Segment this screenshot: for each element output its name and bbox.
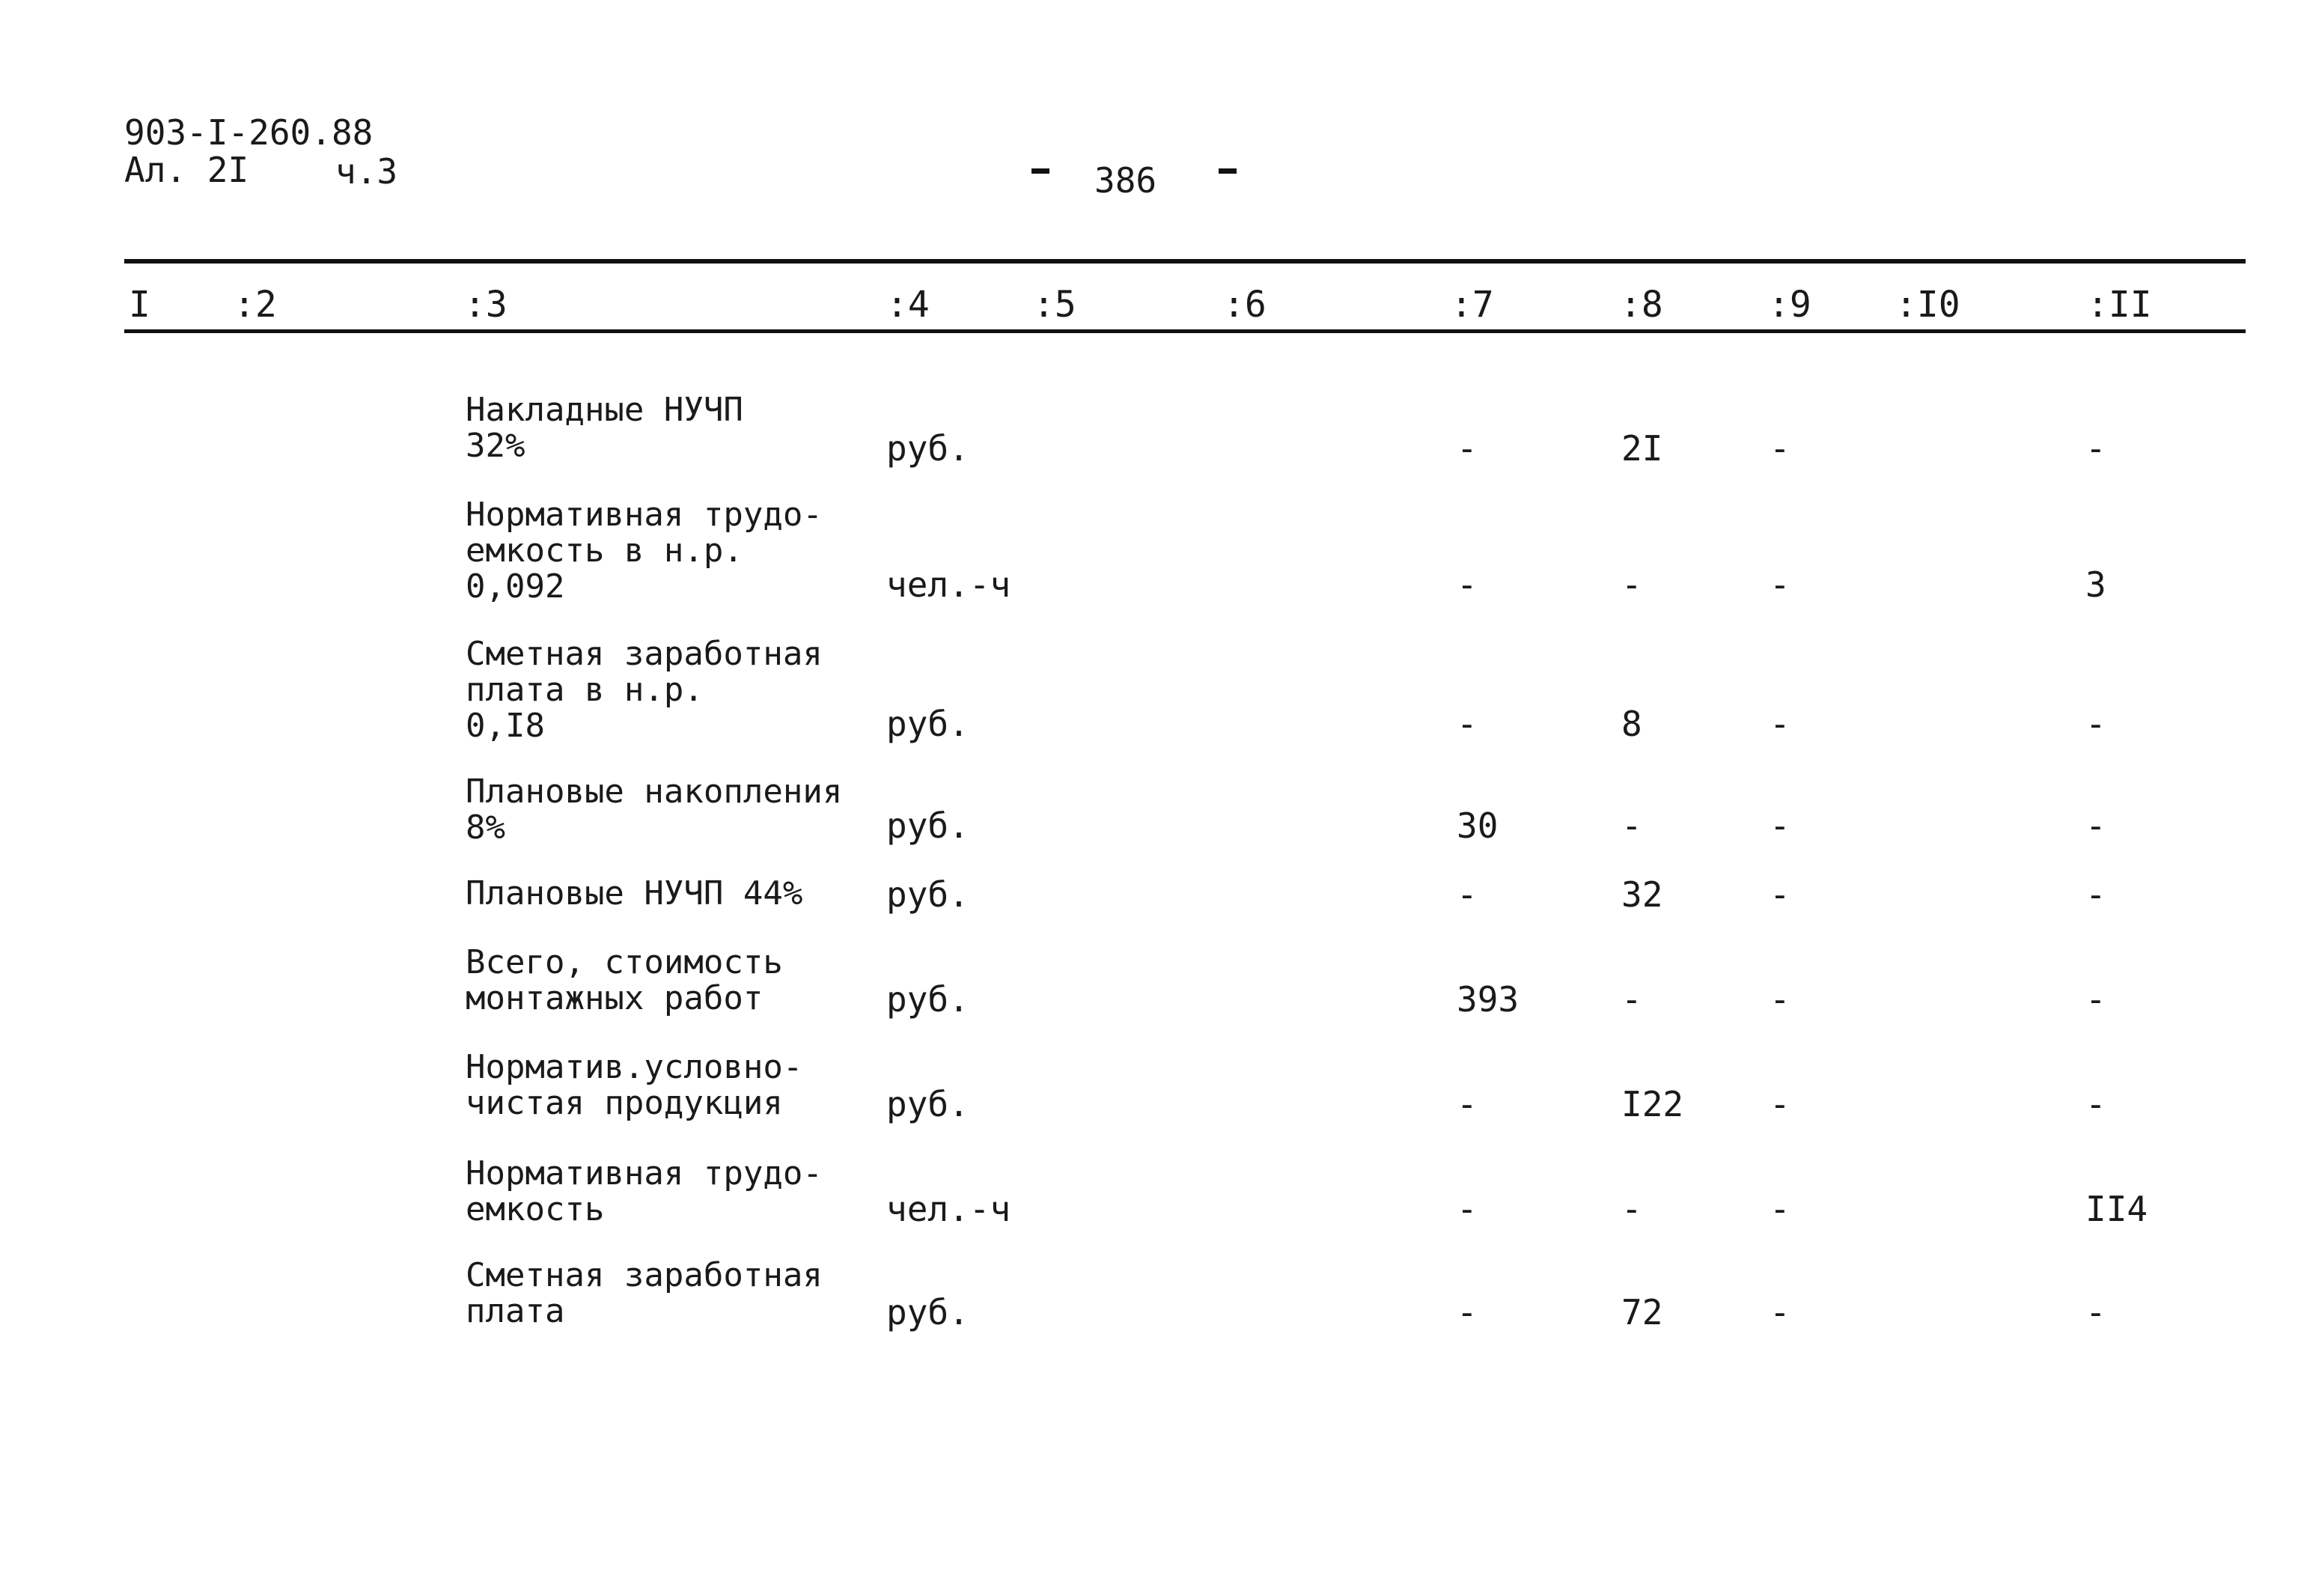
row-9-unit: руб. [886,1292,969,1332]
row-7-col-9: - [1770,1084,1790,1124]
row-7-col-7: - [1457,1084,1478,1124]
row-4-unit: руб. [886,805,969,846]
row-2-col-9: - [1770,564,1790,605]
row-3-line-3: 0,I8 [466,707,545,745]
sheet-number: Ал. 2I [124,150,249,190]
row-4-line-2: 8% [466,808,505,847]
row-8-col-7: - [1457,1189,1478,1229]
row-8-line-2: емкость [466,1190,605,1228]
row-1-col-7: - [1457,428,1478,469]
row-9-col-7: - [1457,1292,1478,1332]
document-code: 903-I-260.88 [124,112,374,153]
row-6-col-11: - [2085,979,2106,1020]
column-header-8: :8 [1620,284,1663,326]
row-9-description [466,1258,885,1330]
column-header-2: :2 [234,284,277,326]
page-dash-right [1219,150,1237,187]
row-5-col-9: - [1770,874,1790,915]
row-3-line-1: Сметная заработная [466,635,823,673]
row-6-line-2: монтажных работ [466,979,764,1017]
column-header-7: :7 [1451,284,1494,326]
row-7-line-1: Норматив.условно- [466,1048,803,1086]
row-4-col-7: 30 [1457,805,1499,846]
row-5-description [466,876,885,912]
row-2-line-1: Нормативная трудо- [466,496,823,534]
row-3-unit: руб. [886,704,969,744]
page-dash-left-mark [1031,168,1049,174]
row-1-line-1: Накладные НУЧП [466,391,743,429]
page-dash-left [1031,150,1049,187]
row-3-col-11: - [2085,704,2106,744]
row-9-col-9: - [1770,1292,1790,1332]
row-6-col-9: - [1770,979,1790,1020]
row-2-col-11: 3 [2085,564,2106,605]
row-8-col-9: - [1770,1189,1790,1229]
row-7-col-8: I22 [1621,1084,1684,1124]
row-2-description [466,497,885,605]
row-8-description [466,1156,885,1228]
row-7-col-11: - [2085,1084,2106,1124]
row-5-col-7: - [1457,874,1478,915]
row-6-description [466,945,885,1017]
page-number: 386 [1094,160,1157,201]
row-4-line-1: Плановые накопления [466,773,843,811]
column-header-3: :3 [464,284,508,326]
row-1-unit: руб. [886,428,969,469]
column-header-5: :5 [1033,284,1076,326]
column-header-4: :4 [886,284,930,326]
row-2-unit: чел.-ч [886,564,1011,605]
row-1-col-8: 2I [1621,428,1663,469]
row-9-line-2: плата [466,1292,565,1330]
row-1-description [466,392,885,464]
column-header-1: I [129,284,150,326]
row-5-unit: руб. [886,874,969,915]
row-8-col-11: II4 [2085,1189,2148,1229]
row-4-col-9: - [1770,805,1790,846]
row-6-unit: руб. [886,979,969,1020]
row-2-col-7: - [1457,564,1478,605]
row-9-col-11: - [2085,1292,2106,1332]
row-3-col-9: - [1770,704,1790,744]
table-top-rule [124,259,2246,264]
row-3-col-8: 8 [1621,704,1642,744]
row-5-col-8: 32 [1621,874,1663,915]
row-4-description [466,774,885,846]
column-header-11: :II [2087,284,2152,326]
row-4-col-11: - [2085,805,2106,846]
row-5-col-11: - [2085,874,2106,915]
column-header-6: :6 [1223,284,1267,326]
row-2-line-2: емкость в н.р. [466,532,743,570]
row-8-col-8: - [1621,1189,1642,1229]
row-3-line-2: плата в н.р. [466,671,704,709]
row-6-col-8: - [1621,979,1642,1020]
row-7-description [466,1050,885,1121]
row-7-line-2: чистая продукция [466,1084,783,1122]
row-3-col-7: - [1457,704,1478,744]
row-6-col-7: 393 [1457,979,1520,1020]
row-1-col-11: - [2085,428,2106,469]
row-9-line-1: Сметная заработная [466,1256,823,1294]
page-dash-right-mark [1219,168,1237,174]
row-8-unit: чел.-ч [886,1189,1011,1229]
row-5-line-1: Плановые НУЧП 44% [466,874,803,913]
row-9-col-8: 72 [1621,1292,1663,1332]
row-2-line-3: 0,092 [466,567,565,606]
row-1-col-9: - [1770,428,1790,469]
column-header-9: :9 [1768,284,1811,326]
column-header-10: :I0 [1895,284,1960,326]
part-number: ч.3 [335,151,398,192]
row-7-unit: руб. [886,1084,969,1124]
row-3-description [466,636,885,744]
row-6-line-1: Всего, стоимость [466,943,783,981]
row-2-col-8: - [1621,564,1642,605]
row-4-col-8: - [1621,805,1642,846]
row-1-line-2: 32% [466,427,525,465]
row-8-line-1: Нормативная трудо- [466,1154,823,1193]
table-header-rule [124,329,2246,333]
